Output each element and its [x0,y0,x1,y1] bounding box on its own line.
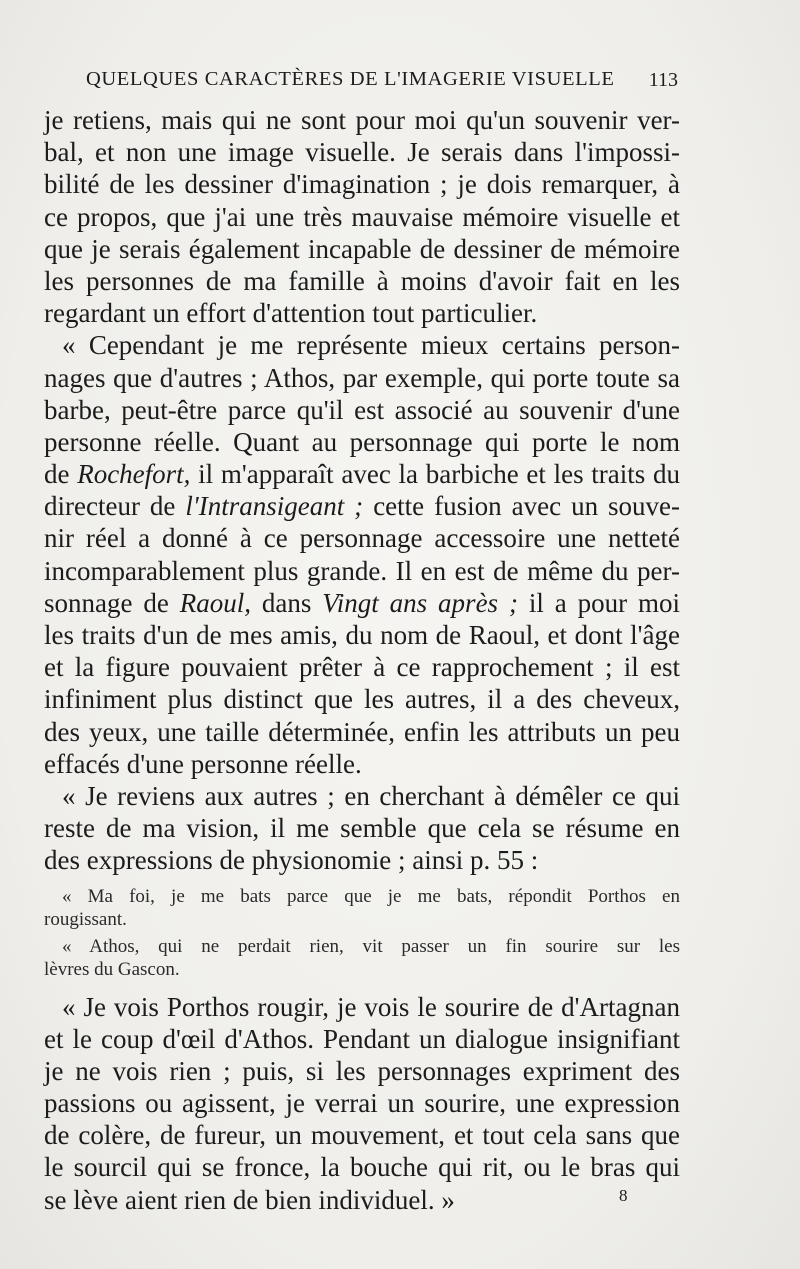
text-line: que je serais également incapable de dessiner de mémoire [44,233,680,264]
text-line: effacés d'une personne réelle. [44,748,362,779]
page-number: 113 [648,69,678,91]
running-head [86,68,678,98]
italic-title: Vingt ans après ; [322,587,518,618]
italic-name: Raoul, [179,587,251,618]
body-text [44,104,680,1216]
text-line [44,587,680,619]
quote-line: rougissant. [44,908,127,930]
text-line: regardant un effort d'attention tout particulier. [44,298,538,329]
text-line: infiniment plus distinct que les autres, il a des cheveux, [44,684,680,715]
text-line: reste de ma vision, il me semble que cela se résume en [44,813,680,844]
text-line: des expressions de physionomie ; ainsi p. 55 : [44,845,539,876]
quotation-block [44,885,680,981]
quote-line: lèvres du Gascon. [44,958,180,980]
running-head-title: QUELQUES CARACTÈRES DE L'IMAGERIE VISUELLE [86,68,615,90]
text-line: personne réelle. Quant au personnage qui porte le nom [44,426,680,457]
text-line: bilité de les dessiner d'imagination ; je dois remarquer, à [44,169,680,200]
text-line: passions ou agissent, je verrai un sourire, une expression [44,1088,680,1119]
text-line [44,458,680,490]
text-line: et la figure pouvaient prêter à ce rapprochement ; il est [44,652,680,683]
text-line: de colère, de fureur, un mouvement, et tout cela sans que [44,1120,680,1151]
text-line: incomparablement plus grande. Il en est de même du per- [44,555,680,586]
paragraph-3 [44,780,680,877]
text-line: bal, et non une image visuelle. Je serais dans l'impossi- [44,137,680,168]
text-run: cette fusion avec un souve- [373,491,681,522]
text-run: il a pour moi [528,587,680,618]
italic-name: Rochefort, [77,459,191,490]
text-line: nages que d'autres ; Athos, par exemple, qui porte toute sa [44,362,680,393]
text-line: je retiens, mais qui ne sont pour moi qu'un souvenir ver- [44,105,680,135]
paragraph-4 [44,991,680,1216]
text-run: de [44,459,70,490]
text-line: le sourcil qui se fronce, la bouche qui rit, ou le bras qui [44,1152,680,1183]
quote-line: « Athos, qui ne perdait rien, vit passer un fin sourire sur les [62,935,680,957]
paragraph-2 [44,329,680,780]
italic-title: l'Intransigeant ; [185,491,364,522]
text-line: je ne vois rien ; puis, si les personnages expriment des [44,1055,680,1086]
text-line: « Cependant je me représente mieux certains person- [62,330,680,361]
text-line: « Je reviens aux autres ; en cherchant à démêler ce qui [62,780,680,811]
text-run: directeur de [44,491,176,522]
text-run: dans [261,587,312,618]
text-line: « Je vois Porthos rougir, je vois le sourire de d'Artagnan [62,991,680,1022]
text-run: il m'apparaît avec la barbiche et les traits du [198,459,681,490]
text-line: nir réel a donné à ce personnage accessoire une netteté [44,523,680,554]
text-line: les personnes de ma famille à moins d'avoir fait en les [44,265,680,296]
text-line [44,490,680,522]
paragraph-1 [44,104,680,329]
text-run: sonnage de [44,587,169,618]
quote-line: « Ma foi, je me bats parce que je me bats, répondit Porthos en [62,885,680,907]
signature-mark: 8 [619,1186,628,1205]
text-line: se lève aient rien de bien individuel. » [44,1184,455,1215]
text-line: barbe, peut-être parce qu'il est associé au souvenir d'une [44,394,680,425]
text-line: ce propos, que j'ai une très mauvaise mémoire visuelle et [44,201,680,232]
text-line: des yeux, une taille déterminée, enfin les attributs un peu [44,716,680,747]
text-line: les traits d'un de mes amis, du nom de Raoul, et dont l'âge [44,620,680,650]
text-line: et le coup d'œil d'Athos. Pendant un dialogue insignifiant [44,1023,680,1054]
